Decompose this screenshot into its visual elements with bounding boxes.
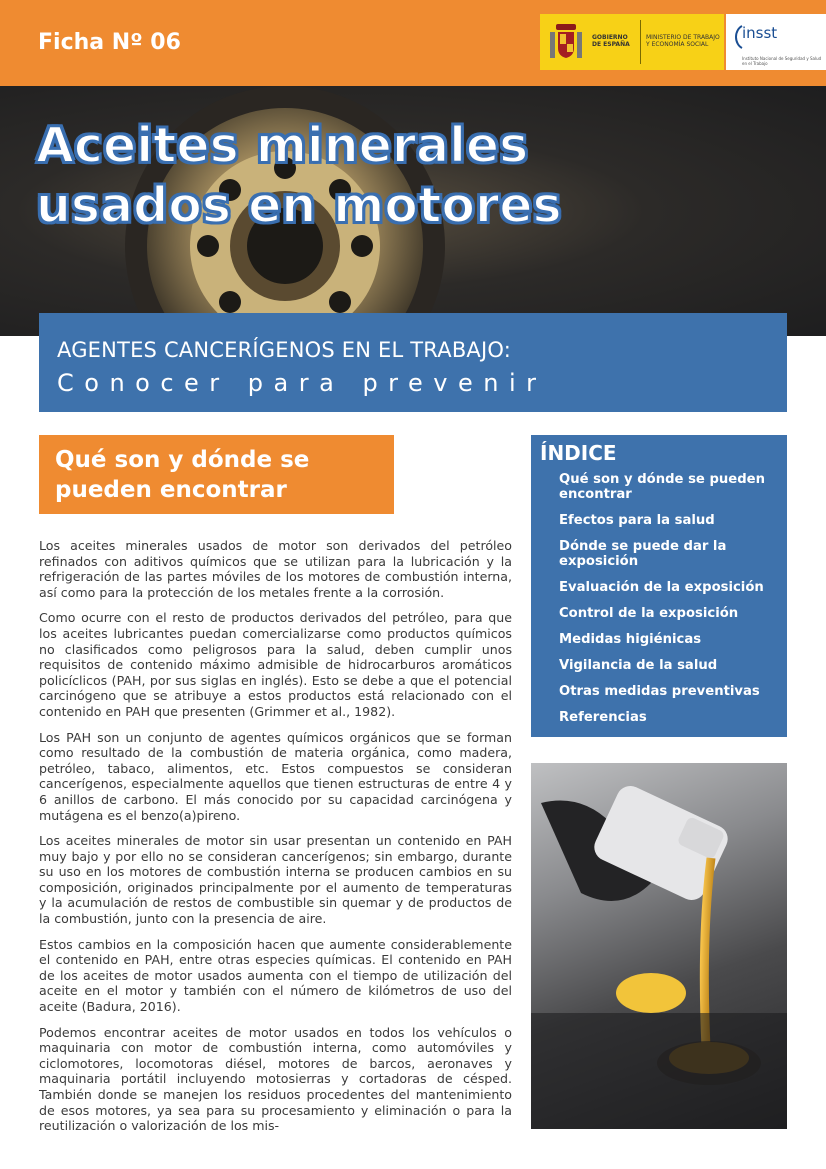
section-header — [39, 435, 394, 514]
banner-tagline: Conocer para prevenir — [57, 369, 547, 397]
index-item[interactable]: Medidas higiénicas — [559, 632, 702, 647]
index-item[interactable]: Dónde se puede dar la exposición — [559, 539, 727, 569]
paragraph: Los PAH son un conjunto de agentes químicos orgánicos que se forman como resultado de la combustión de materia orgánica, como madera, petróleo, tabaco, alimentos, etc. Estos compuestos se consideran cancerígenos, especialmente aquellos que tienen estructuras de entre 4 y 6 anillos de carbono. El más conocido por su capacidad carcinógena y mutágena es el benzo(a)pireno. — [39, 729, 512, 823]
index-item[interactable]: Efectos para la salud — [559, 513, 715, 528]
spain-coat-of-arms-icon — [548, 20, 584, 64]
section-title: Qué son y dónde se pueden encontrar — [55, 447, 310, 503]
gobierno-text: GOBIERNO DE ESPAÑA — [592, 34, 630, 48]
ficha-number: Ficha Nº 06 — [38, 30, 181, 55]
insst-logo-text: insst — [742, 24, 778, 42]
subtitle-banner — [39, 313, 787, 412]
title-line-1: Aceites minerales — [36, 117, 529, 174]
index-box — [531, 435, 787, 737]
index-item[interactable]: Vigilancia de la salud — [559, 658, 718, 673]
gobierno-logo — [540, 14, 724, 70]
paragraph: Los aceites minerales de motor sin usar presentan un contenido en PAH muy bajo y por ello no se consideran cancerígenos; sin embargo, durante su uso en los motores de combustión interna se producen cambios en su composición, originados principalmente por el aumento de temperaturas y la acumulación de restos de combustible sin quemar y de productos de la combustión, junto con la presencia de aire. — [39, 833, 512, 927]
hero-image — [0, 86, 826, 336]
oil-pouring-illustration — [531, 763, 787, 1129]
paragraph: Como ocurre con el resto de productos derivados del petróleo, para que los aceites lubricantes puedan comercializarse como productos químicos no clasificados como peligrosos para la salud, deben cumplir unos requisitos de contenido máximo admisible de hidrocarburos aromáticos policíclicos (PAH, por sus siglas en inglés). Esto se debe a que el potencial carcinógeno que se atribuye a estos productos está relacionado con el contenido en PAH que presenten (Grimmer et al., 1982). — [39, 610, 512, 719]
index-item[interactable]: Otras medidas preventivas — [559, 684, 760, 699]
index-item[interactable]: Referencias — [559, 710, 647, 725]
paragraph: Estos cambios en la composición hacen que aumente considerablemente el contenido en PAH, entre otras especies químicas. El contenido en PAH de los aceites de motor usados aumenta con el tiempo de utilización del aceite en el motor y también con el número de kilómetros de uso del aceite (Badura, 2016). — [39, 936, 512, 1015]
oil-pouring-photo — [531, 763, 787, 1129]
title-line-2: usados en motores — [36, 177, 562, 234]
page-title — [36, 116, 636, 236]
index-list — [559, 472, 781, 736]
body-text — [39, 538, 512, 1144]
top-bar — [0, 0, 826, 86]
index-item[interactable]: Evaluación de la exposición — [559, 580, 764, 595]
logo-divider — [640, 20, 641, 64]
ministerio-text: MINISTERIO DE TRABAJO Y ECONOMÍA SOCIAL — [646, 34, 720, 48]
banner-heading: AGENTES CANCERÍGENOS EN EL TRABAJO: — [57, 338, 512, 362]
insst-subtitle: Instituto Nacional de Seguridad y Salud en el Trabajo — [742, 56, 822, 66]
index-item[interactable]: Control de la exposición — [559, 606, 739, 621]
paragraph: Los aceites minerales usados de motor son derivados del petróleo refinados con aditivos químicos que se utilizan para la lubricación y la refrigeración de las partes móviles de los motores de combustión interna, así como para la protección de los metales frente a la corrosión. — [39, 538, 512, 600]
index-title: ÍNDICE — [540, 441, 617, 465]
insst-logo — [726, 14, 826, 70]
paragraph: Podemos encontrar aceites de motor usados en todos los vehículos o maquinaria con motor de combustión interna, como automóviles y ciclomotores, locomotoras diésel, motores de barcos, aeronaves y maquinaria portátil incluyendo motosierras y cortadoras de césped. También donde se manejen los residuos procedentes del mantenimiento de esos motores, ya sea para su procesamiento y eliminación o para la reutilización o valorización de los mis- — [39, 1024, 512, 1134]
index-item[interactable]: Qué son y dónde se pueden encontrar — [559, 472, 766, 502]
